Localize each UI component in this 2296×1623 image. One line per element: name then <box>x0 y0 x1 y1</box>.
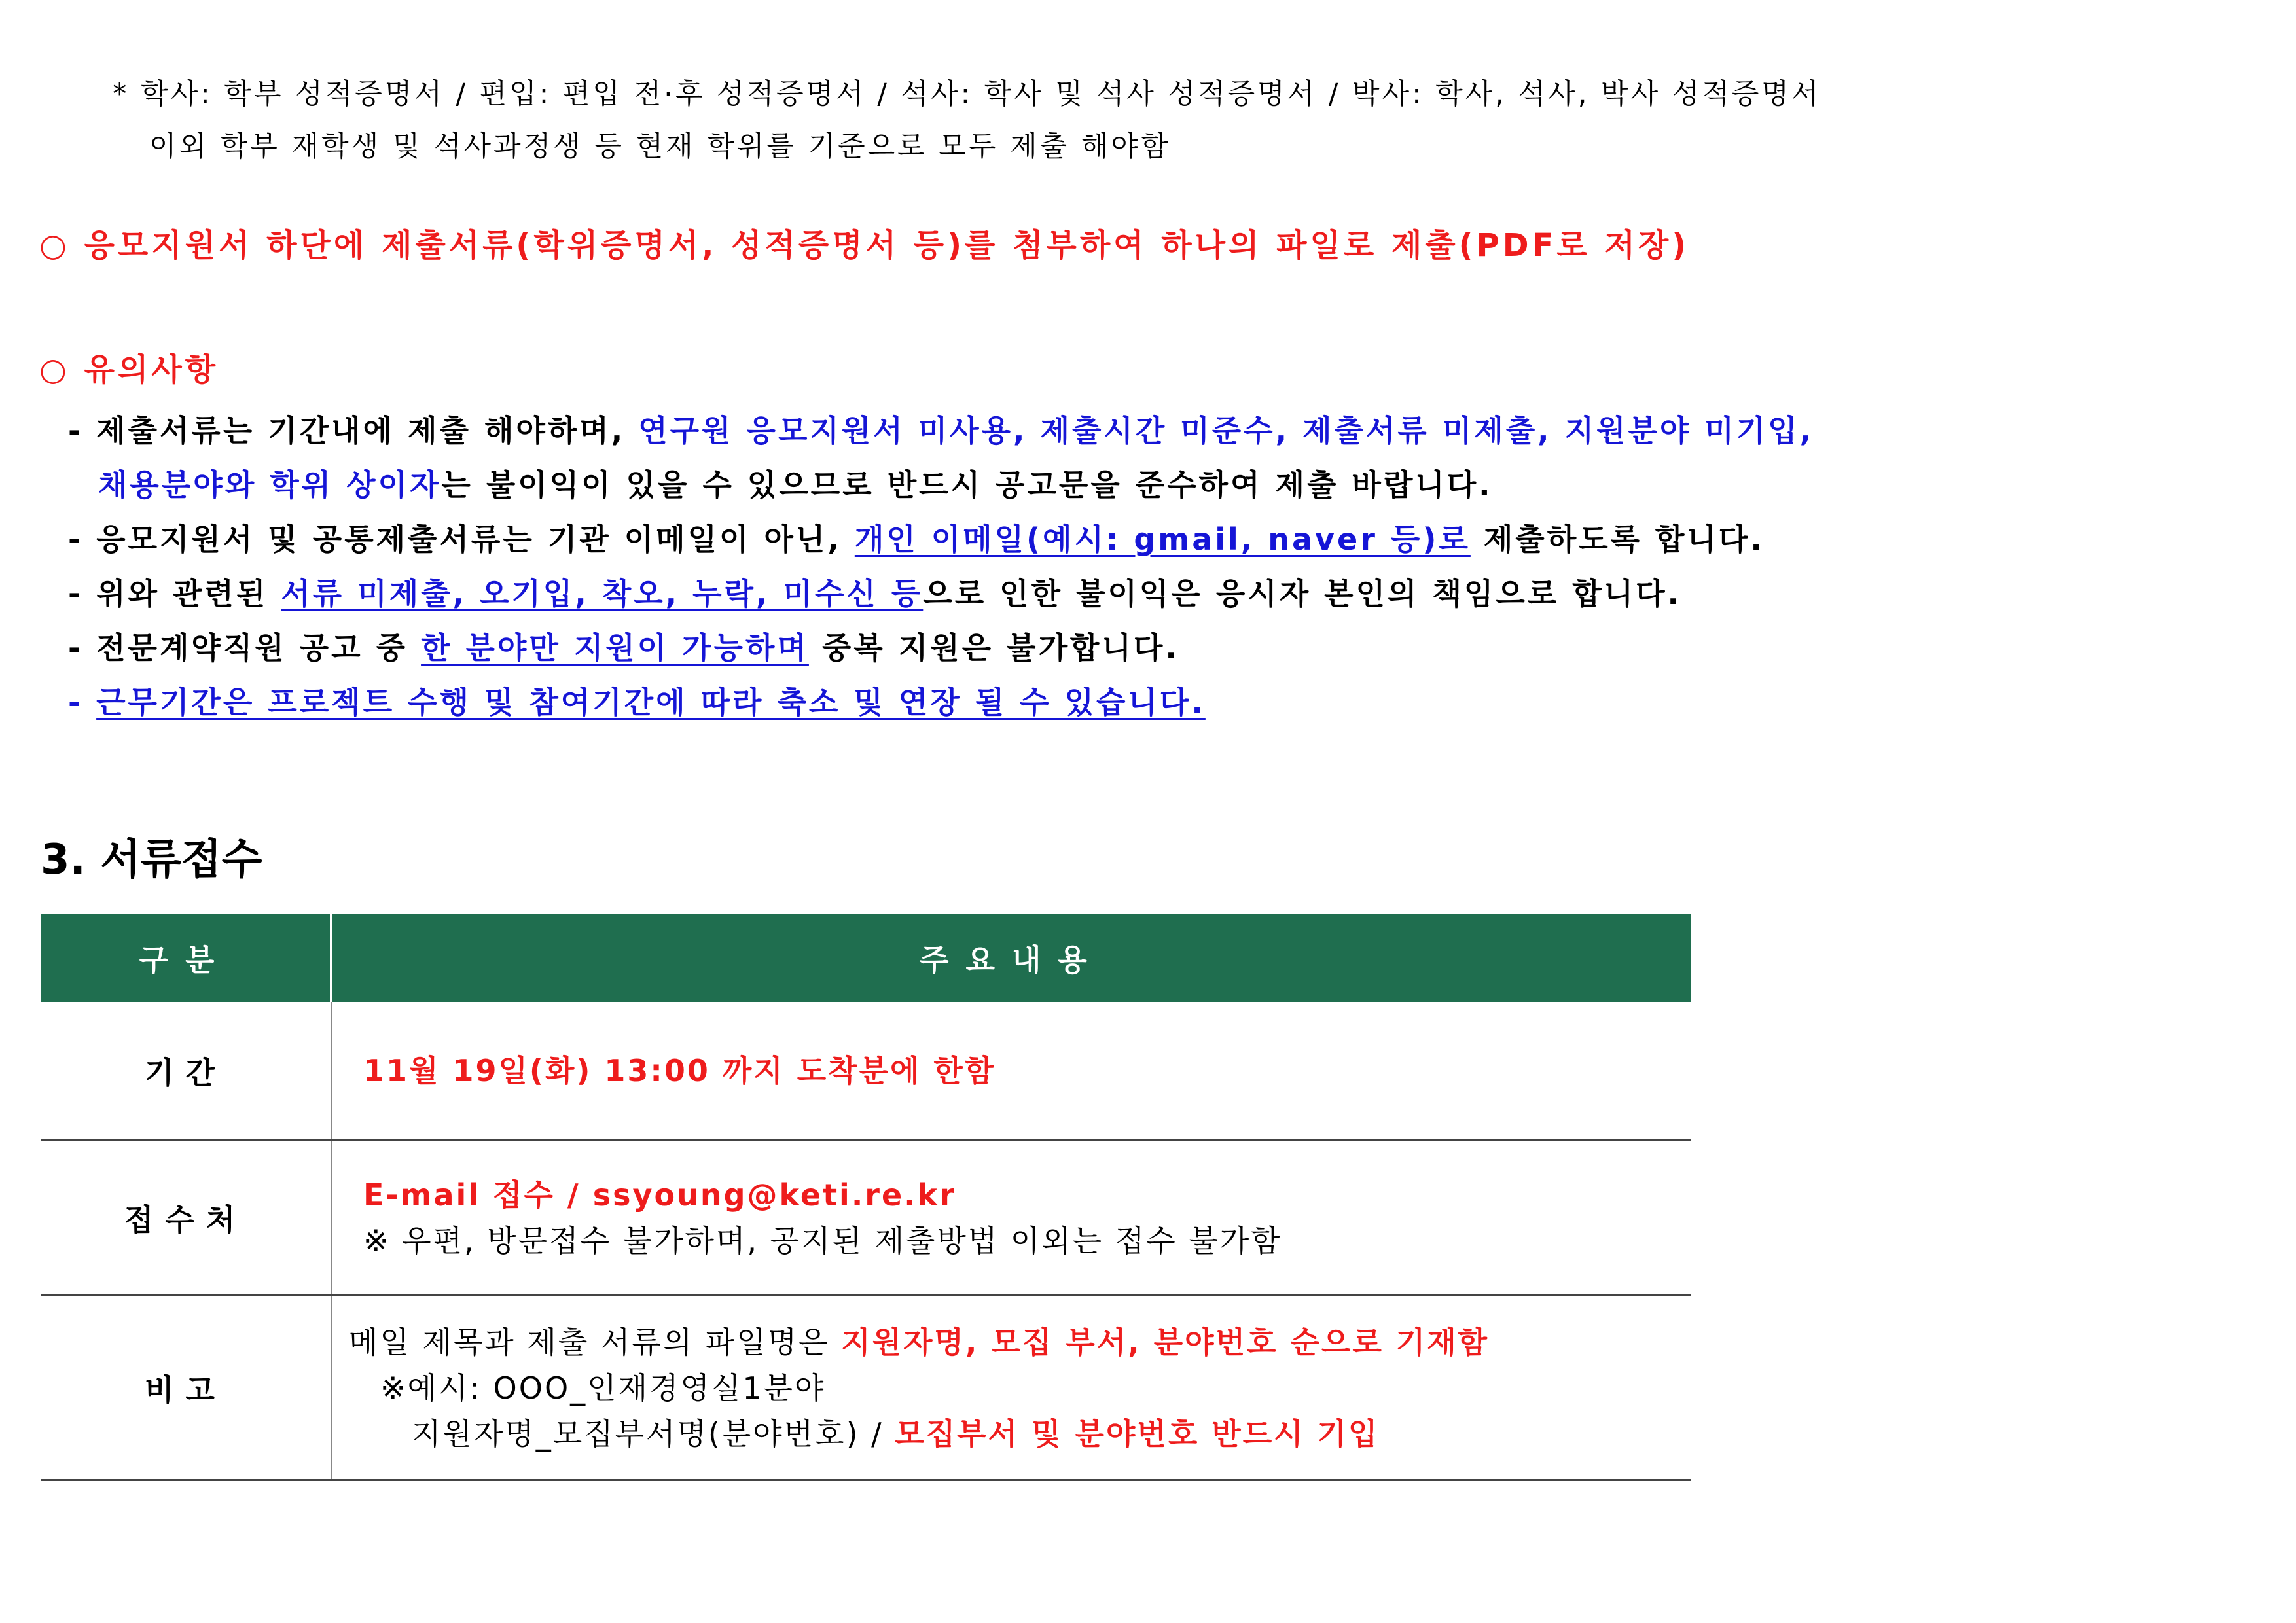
bullet-emphasis: 개인 이메일(예시: gmail, naver 등)로 <box>854 522 1471 557</box>
bullet-text: - 전문계약직원 공고 중 <box>68 630 422 666</box>
remark-emphasis: 지원자명, 모집 부서, 분야번호 순으로 기재함 <box>841 1324 1490 1360</box>
table-row <box>41 1002 1691 1141</box>
caution-bullet-single-field <box>68 624 1179 668</box>
bullet-text: - 제출서류는 기간내에 제출 해야하며, <box>68 413 639 448</box>
bullet-emphasis: 채용분야와 학위 상이자 <box>98 467 442 503</box>
header-category: 구분 <box>41 914 331 1002</box>
receiver-email: E-mail 접수 / ssyoung@keti.re.kr <box>363 1177 956 1213</box>
remark-text: 메일 제목과 제출 서류의 파일명은 <box>349 1324 842 1360</box>
remark-example: ※예시: OOO_인재경영실1분야 <box>380 1370 826 1406</box>
row-content-remark <box>331 1296 1691 1480</box>
bullet-emphasis: 근무기간은 프로젝트 수행 및 참여기간에 따라 축소 및 연장 될 수 있습니다. <box>96 685 1206 720</box>
caution-bullet-deadline <box>68 407 1814 450</box>
table-row <box>41 1141 1691 1296</box>
remark-emphasis: 모집부서 및 분야번호 반드시 기입 <box>895 1416 1380 1452</box>
table-row <box>41 1296 1691 1480</box>
bullet-text: - 응모지원서 및 공통제출서류는 기관 이메일이 아닌, <box>68 522 855 557</box>
row-label-receiver: 접수처 <box>41 1141 331 1296</box>
remark-text: 지원자명_모집부서명(분야번호) / <box>412 1416 895 1452</box>
period-text: 11월 19일(화) 13:00 까지 도착분에 한함 <box>363 1053 996 1088</box>
remark-line-3 <box>349 1411 1691 1457</box>
row-content-receiver <box>331 1141 1691 1296</box>
table-header-row <box>41 914 1691 1002</box>
bullet-text: 으로 인한 불이익은 응시자 본인의 책임으로 합니다. <box>923 576 1682 611</box>
caution-heading: ○ 유의사항 <box>39 351 219 388</box>
caution-bullet-work-period <box>68 679 1206 722</box>
header-content: 주요내용 <box>331 914 1691 1002</box>
bullet-text: - 위와 관련된 <box>68 576 281 611</box>
degree-transcript-note: * 학사: 학부 성적증명서 / 편입: 편입 전·후 성적증명서 / 석사: 학사 및 석사 성적증명서 / 박사: 학사, 석사, 박사 성적증명서 <box>113 78 1821 111</box>
bullet-text: 는 불이익이 있을 수 있으므로 반드시 공고문을 준수하여 제출 바랍니다. <box>441 467 1493 503</box>
attachment-notice: ○ 응모지원서 하단에 제출서류(학위증명서, 성적증명서 등)를 첨부하여 하나의 파일로 제출(PDF로 저장) <box>39 227 1690 264</box>
caution-bullet-deadline-cont <box>98 461 1493 505</box>
caution-bullet-responsibility <box>68 570 1681 613</box>
receiver-note: ※ 우편, 방문접수 불가하며, 공지된 제출방법 이외는 접수 불가함 <box>363 1223 1282 1258</box>
submission-table <box>41 914 1691 1481</box>
bullet-emphasis: 서류 미제출, 오기입, 착오, 누락, 미수신 등 <box>281 576 924 611</box>
bullet-text: 중복 지원은 불가합니다. <box>808 630 1179 666</box>
caution-bullet-email <box>68 516 1765 559</box>
bullet-text: 제출하도록 합니다. <box>1470 522 1765 557</box>
current-degree-note: 이외 학부 재학생 및 석사과정생 등 현재 학위를 기준으로 모두 제출 해야함 <box>149 130 1171 163</box>
remark-line-1 <box>349 1319 1691 1365</box>
section-title: 3. 서류접수 <box>41 836 262 884</box>
row-label-period: 기간 <box>41 1002 331 1141</box>
bullet-emphasis: 연구원 응모지원서 미사용, 제출시간 미준수, 제출서류 미제출, 지원분야 미기입, <box>638 413 1814 448</box>
bullet-emphasis: 한 분야만 지원이 가능하며 <box>421 630 809 666</box>
row-label-remark: 비고 <box>41 1296 331 1480</box>
row-content-period <box>331 1002 1691 1141</box>
bullet-dash: - <box>68 685 97 720</box>
